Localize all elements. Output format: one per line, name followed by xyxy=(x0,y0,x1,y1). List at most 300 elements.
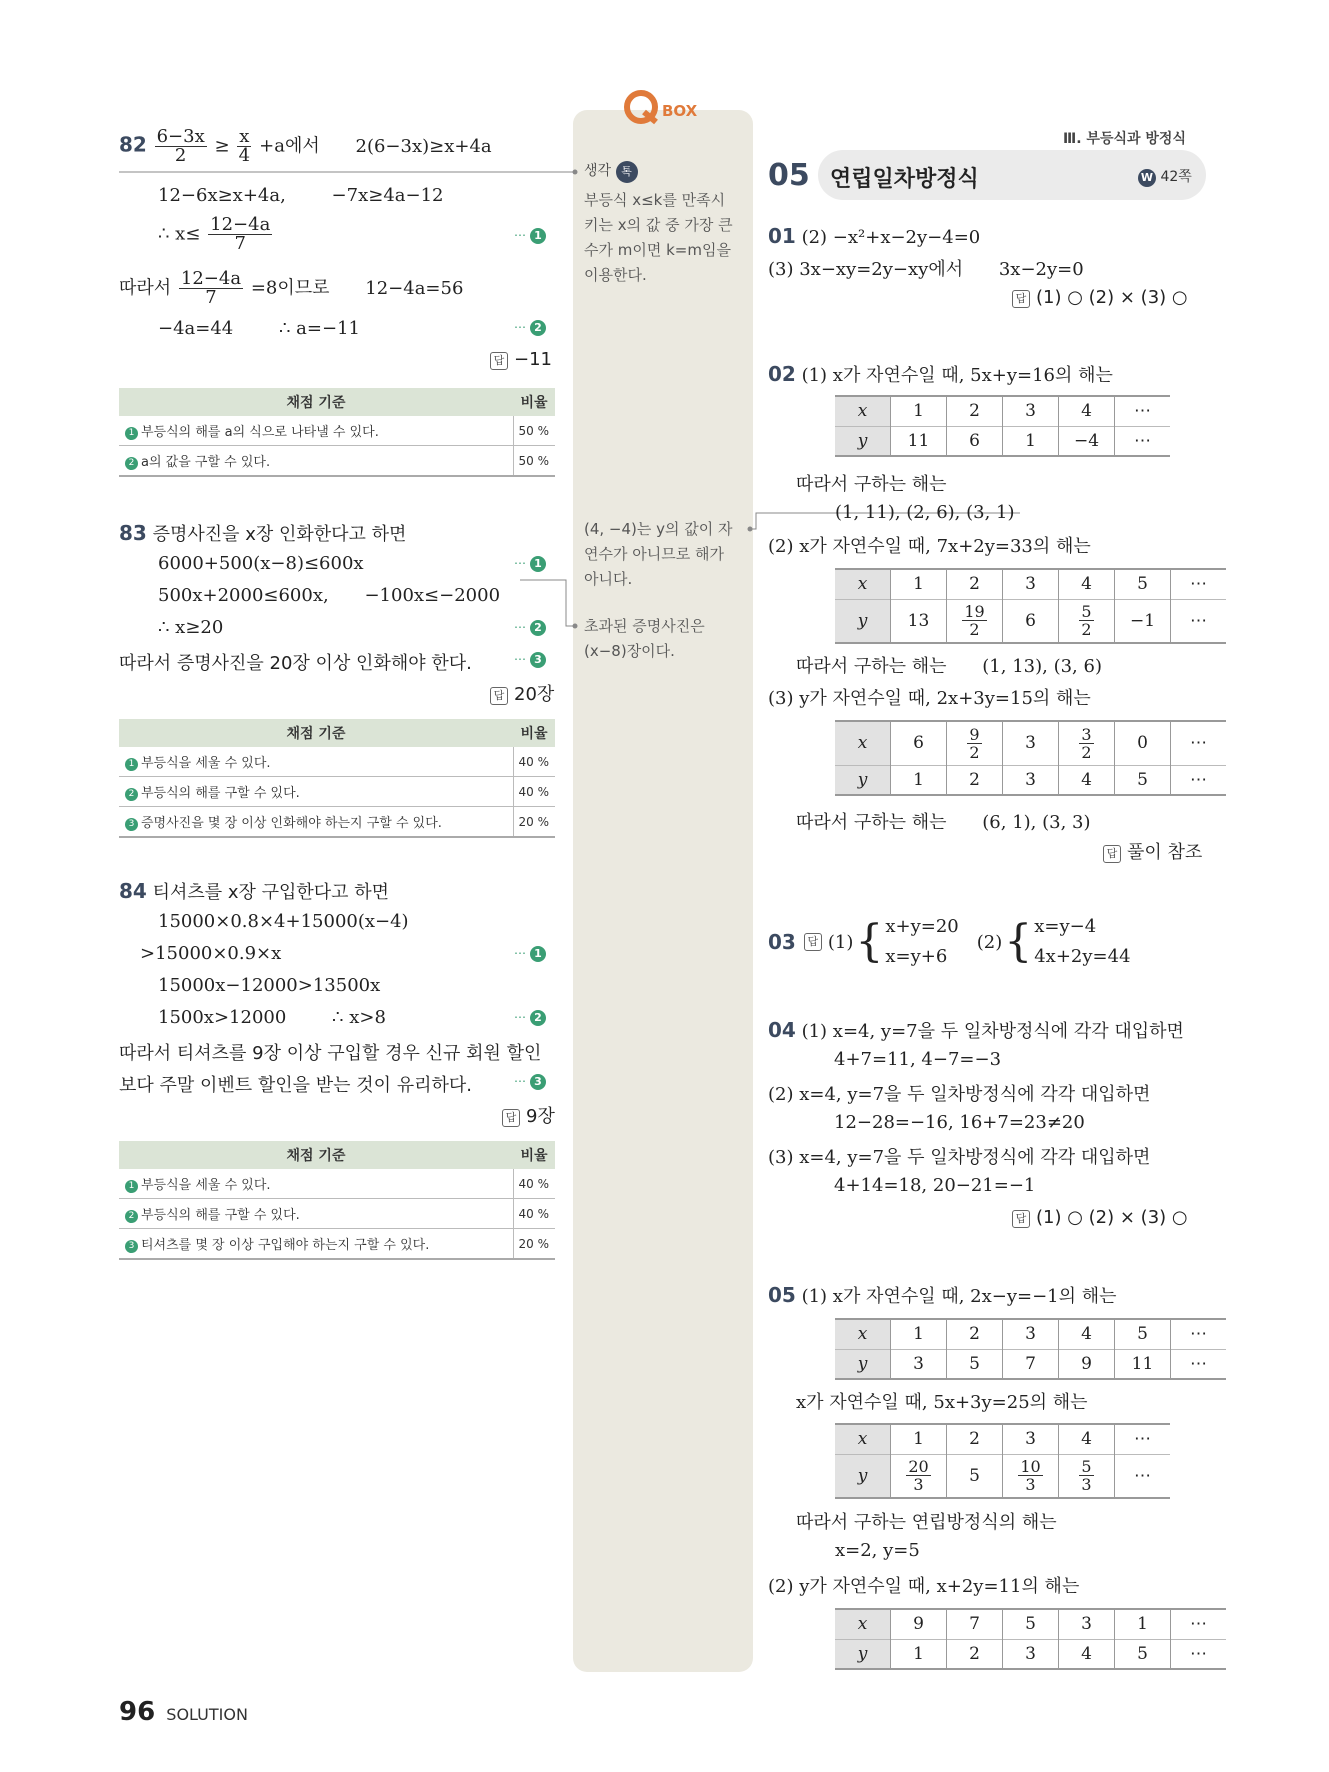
problem-text: 증명사진을 x장 인화한다고 하면 xyxy=(152,524,407,545)
rubric-rate: 40 % xyxy=(513,1199,555,1229)
math-text: 6000+500(x−8)≤600x xyxy=(158,553,364,574)
frac-num: 12−4a xyxy=(210,214,271,235)
fraction xyxy=(155,128,207,165)
q01-line1 xyxy=(768,224,980,248)
cell: ⋯ xyxy=(1115,1454,1171,1498)
answer-icon: 답 xyxy=(1012,1210,1030,1228)
cell: ⋯ xyxy=(1171,1639,1227,1669)
step-mark-2: ⋯ 2 xyxy=(514,620,546,636)
q02-sol2 xyxy=(796,652,1102,678)
cell: 5 xyxy=(1115,1639,1171,1669)
fraction xyxy=(237,128,251,165)
problem-82-line2 xyxy=(158,185,443,206)
cell: ⋯ xyxy=(1171,721,1227,765)
cell: 9 xyxy=(1059,1349,1115,1379)
cell: 3 xyxy=(1003,1639,1059,1669)
math-text: (1, 13), (3, 6) xyxy=(982,656,1102,677)
q04-line6: 4+14=18, 20−21=−1 xyxy=(834,1175,1036,1196)
qbox-label: BOX xyxy=(662,102,698,120)
note-line: 아니다. xyxy=(584,570,633,588)
math-text: ∴ x>8 xyxy=(332,1007,386,1028)
answer-q02 xyxy=(1103,838,1202,864)
cell: ⋯ xyxy=(1171,1349,1227,1379)
q04-line2: 4+7=11, 4−7=−3 xyxy=(834,1049,1002,1070)
math-text: =8이므로 xyxy=(250,277,330,299)
cell: ⋯ xyxy=(1171,569,1227,599)
cell: 2 xyxy=(947,1424,1003,1454)
problem-82-line3 xyxy=(158,216,274,253)
cell: 7 xyxy=(1003,1349,1059,1379)
rubric-rate: 40 % xyxy=(513,777,555,807)
problem-83-line3 xyxy=(158,617,223,638)
mark-number: 2 xyxy=(530,320,546,336)
tip-line: 키는 x의 값 중 가장 큰 xyxy=(584,216,733,234)
rubric-row xyxy=(119,807,555,838)
cell: −4 xyxy=(1059,426,1115,456)
math-text: 500x+2000≤600x, xyxy=(158,585,329,606)
q01-line2 xyxy=(768,255,1084,281)
rubric-header: 채점 기준 xyxy=(119,1141,513,1169)
cell: 1 xyxy=(1003,426,1059,456)
cell: 5 xyxy=(1115,765,1171,795)
cell: y xyxy=(835,1454,891,1498)
q05-part1 xyxy=(768,1282,1117,1308)
cell: 2 xyxy=(947,569,1003,599)
cell: ⋯ xyxy=(1115,1424,1171,1454)
frac-num: 3 xyxy=(1081,724,1092,744)
answer-icon: 답 xyxy=(490,687,508,705)
system-1 xyxy=(885,912,958,972)
math-text: >15000×0.9×x xyxy=(140,943,282,964)
fraction xyxy=(1018,1458,1042,1493)
math-text: 따라서 증명사진을 20장 이상 인화해야 한다. xyxy=(119,653,472,674)
math-text: ≥ xyxy=(214,135,230,157)
mark-number: 2 xyxy=(530,620,546,636)
rubric-83 xyxy=(119,719,555,838)
equation: x=y−4 xyxy=(1034,916,1097,937)
mark-number: 1 xyxy=(530,946,546,962)
cell: y xyxy=(835,765,891,795)
cell: 4 xyxy=(1059,1639,1115,1669)
q04-line4: 12−28=−16, 16+7=23≠20 xyxy=(834,1112,1085,1133)
cell: y xyxy=(835,599,891,643)
frac-den: 4 xyxy=(238,145,251,166)
question-number: 04 xyxy=(768,1018,796,1042)
math-text: 따라서 구하는 해는 xyxy=(796,812,947,833)
problem-text: 티셔츠를 x장 구입한다고 하면 xyxy=(152,882,390,903)
problem-83-line4 xyxy=(119,649,472,675)
rubric-84 xyxy=(119,1141,555,1260)
cell: 6 xyxy=(947,426,1003,456)
answer-82 xyxy=(490,349,552,370)
rubric-row xyxy=(119,1169,555,1199)
cell: 3 xyxy=(1003,765,1059,795)
question-number: 01 xyxy=(768,224,796,248)
cell: 11 xyxy=(1115,1349,1171,1379)
q05-table-3 xyxy=(835,1608,1226,1670)
step-mark-2: ⋯ 2 xyxy=(514,320,546,336)
cell: 6 xyxy=(891,721,947,765)
cell: y xyxy=(835,426,891,456)
answer-value: (1) ○ (2) × (3) ○ xyxy=(1036,1207,1188,1228)
rubric-rate: 40 % xyxy=(513,1169,555,1199)
problem-84-intro xyxy=(119,878,389,904)
page-ref-text: 42쪽 xyxy=(1160,169,1192,185)
equation: x=y+6 xyxy=(885,946,948,967)
fraction xyxy=(967,726,981,761)
cell: 1 xyxy=(891,765,947,795)
math-text: 3x−2y=0 xyxy=(998,259,1084,280)
fraction xyxy=(179,270,243,307)
cell: y xyxy=(835,1349,891,1379)
math-text: 따라서 티셔츠를 9장 이상 구입할 경우 신규 회원 할인 xyxy=(119,1043,542,1064)
math-text: 12−6x≥x+4a, xyxy=(158,185,286,206)
page-footer xyxy=(119,1697,248,1727)
cell: 5 xyxy=(1115,1319,1171,1349)
note-line: (x−8)장이다. xyxy=(584,642,675,660)
section-title: 연립일차방정식 xyxy=(830,167,979,192)
mark-number: 1 xyxy=(530,228,546,244)
q05-table-1 xyxy=(835,1318,1226,1380)
cell: 2 xyxy=(947,1319,1003,1349)
problem-84-line5 xyxy=(119,1039,541,1065)
cell: 3 xyxy=(1059,1609,1115,1639)
math-text: +a에서 xyxy=(259,135,320,157)
cell: 1 xyxy=(891,1639,947,1669)
part-label: (1) xyxy=(827,931,854,953)
frac-num: 6−3x xyxy=(156,126,205,147)
math-text: (1) x가 자연수일 때, 5x+y=16의 해는 xyxy=(801,365,1113,386)
rubric-text: a의 값을 구할 수 있다. xyxy=(141,455,271,470)
rubric-mark: 1 xyxy=(125,427,138,440)
problem-83-intro xyxy=(119,520,406,546)
problem-82-line5 xyxy=(158,318,360,339)
answer-value: 9장 xyxy=(526,1106,555,1127)
rubric-mark: 2 xyxy=(125,788,138,801)
note-line: 연수가 아니므로 해가 xyxy=(584,545,724,563)
cell: 3 xyxy=(1003,396,1059,426)
cell: 1 xyxy=(891,1319,947,1349)
answer-icon: 답 xyxy=(490,352,508,370)
step-mark-3: ⋯ 3 xyxy=(514,652,546,668)
math-text: ∴ a=−11 xyxy=(279,318,360,339)
cell: 0 xyxy=(1115,721,1171,765)
frac-den: 2 xyxy=(1081,620,1092,640)
q02-table-1 xyxy=(835,395,1170,457)
rubric-header: 채점 기준 xyxy=(119,388,513,416)
problem-82-line1 xyxy=(119,128,492,165)
math-text: 따라서 xyxy=(119,277,172,299)
rubric-row xyxy=(119,777,555,807)
answer-83 xyxy=(490,680,554,706)
problem-84-line1 xyxy=(158,911,409,932)
frac-den: 7 xyxy=(234,233,246,254)
frac-num: 19 xyxy=(964,602,985,622)
frac-num: 12−4a xyxy=(180,268,242,289)
tip-line: 부등식 x≤k를 만족시 xyxy=(584,191,726,209)
rubric-rate: 50 % xyxy=(513,446,555,477)
brace: { xyxy=(1004,916,1033,967)
mark-number: 1 xyxy=(530,556,546,572)
answer-icon: 답 xyxy=(1103,845,1121,863)
rubric-text: 부등식의 해를 구할 수 있다. xyxy=(141,786,300,801)
problem-83-line2 xyxy=(158,585,500,606)
rubric-rate: 20 % xyxy=(513,807,555,838)
q04-line5: (3) x=4, y=7을 두 일차방정식에 각각 대입하면 xyxy=(768,1147,1151,1168)
math-text: (1) x=4, y=7을 두 일차방정식에 각각 대입하면 xyxy=(801,1021,1184,1042)
problem-84-line4 xyxy=(158,1007,386,1028)
mark-number: 3 xyxy=(530,652,546,668)
equation: 4x+2y=44 xyxy=(1034,946,1131,967)
problem-83-line1 xyxy=(158,553,364,574)
problem-82-line4 xyxy=(119,270,463,307)
cell: ⋯ xyxy=(1115,396,1171,426)
math-text: 2(6−3x)≥x+4a xyxy=(355,135,492,157)
note-line: (4, −4)는 y의 값이 자 xyxy=(584,520,733,538)
frac-num: x xyxy=(239,126,250,147)
note-line: 초과된 증명사진은 xyxy=(584,617,705,635)
frac-den: 2 xyxy=(969,742,980,762)
cell: x xyxy=(835,721,891,765)
cell: x xyxy=(835,1319,891,1349)
cell: ⋯ xyxy=(1171,599,1227,643)
q05-part2: (2) y가 자연수일 때, x+2y=11의 해는 xyxy=(768,1576,1080,1597)
rubric-text: 부등식의 해를 구할 수 있다. xyxy=(141,1208,300,1223)
math-text: 1500x>12000 xyxy=(158,1007,287,1028)
rubric-header: 채점 기준 xyxy=(119,719,513,747)
math-text: −7x≥4a−12 xyxy=(331,185,444,206)
rubric-mark: 3 xyxy=(125,1240,138,1253)
q05-sol2: x=2, y=5 xyxy=(835,1540,920,1561)
chapter-label: Ⅲ. 부등식과 방정식 xyxy=(1063,131,1186,147)
cell: 3 xyxy=(891,1349,947,1379)
page-label: SOLUTION xyxy=(166,1705,248,1724)
q02-table-3 xyxy=(835,720,1226,796)
frac-den: 7 xyxy=(205,287,217,308)
cell: 1 xyxy=(891,569,947,599)
q02-sol1-a: 따라서 구하는 해는 xyxy=(796,474,947,495)
math-text: 보다 주말 이벤트 할인을 받는 것이 유리하다. xyxy=(119,1075,473,1096)
cell: 3 xyxy=(1003,569,1059,599)
cell: 1 xyxy=(891,396,947,426)
cell: 11 xyxy=(891,426,947,456)
q05-table-2 xyxy=(835,1423,1170,1499)
problem-number: 84 xyxy=(119,879,147,903)
cell: 5 xyxy=(1003,1609,1059,1639)
rubric-mark: 1 xyxy=(125,1180,138,1193)
cell: ⋯ xyxy=(1171,765,1227,795)
tip-title-text: 생각 xyxy=(584,163,612,179)
cell: y xyxy=(835,1639,891,1669)
q04-line3: (2) x=4, y=7을 두 일차방정식에 각각 대입하면 xyxy=(768,1084,1151,1105)
answer-icon: 답 xyxy=(804,933,822,951)
cell: ⋯ xyxy=(1115,426,1171,456)
cell: −1 xyxy=(1115,599,1171,643)
tip-badge: 톡 xyxy=(616,161,638,183)
q02-part2: (2) x가 자연수일 때, 7x+2y=33의 해는 xyxy=(768,536,1091,557)
frac-den: 2 xyxy=(1081,742,1092,762)
fraction xyxy=(208,216,272,253)
cell: 5 xyxy=(947,1349,1003,1379)
rubric-rate-header: 비율 xyxy=(513,1141,555,1169)
q02-part1 xyxy=(768,361,1113,387)
rubric-rate-header: 비율 xyxy=(513,719,555,747)
rubric-text: 증명사진을 몇 장 이상 인화해야 하는지 구할 수 있다. xyxy=(141,816,442,831)
rubric-row xyxy=(119,1229,555,1260)
cell: x xyxy=(835,1424,891,1454)
frac-den: 3 xyxy=(1025,1475,1036,1495)
question-number: 03 xyxy=(768,930,796,954)
cell: 4 xyxy=(1059,1424,1115,1454)
problem-84-line6 xyxy=(119,1071,472,1097)
rubric-text: 티셔츠를 몇 장 이상 구입해야 하는지 구할 수 있다. xyxy=(141,1238,430,1253)
cell: 4 xyxy=(1059,765,1115,795)
q05-sol1: 따라서 구하는 연립방정식의 해는 xyxy=(796,1512,1057,1533)
math-text: (6, 1), (3, 3) xyxy=(982,812,1091,833)
frac-den: 3 xyxy=(913,1475,924,1495)
tip-line: 이용한다. xyxy=(584,266,647,284)
cell: 2 xyxy=(947,396,1003,426)
math-text: 12−4a=56 xyxy=(365,277,464,299)
cell: 1 xyxy=(1115,1609,1171,1639)
frac-num: 10 xyxy=(1020,1457,1041,1477)
section-page-ref xyxy=(1138,166,1192,187)
fraction xyxy=(906,1458,930,1493)
answer-84 xyxy=(502,1102,555,1128)
rubric-row xyxy=(119,747,555,777)
step-mark-3: ⋯ 3 xyxy=(514,1074,546,1090)
cell: ⋯ xyxy=(1171,1319,1227,1349)
page-number: 96 xyxy=(119,1697,156,1727)
problem-84-line3 xyxy=(158,975,380,996)
w-icon: W xyxy=(1138,169,1156,187)
q02-table-2 xyxy=(835,568,1226,644)
math-text: 15000x−12000>13500x xyxy=(158,975,381,996)
math-text: ∴ x≤ xyxy=(158,223,201,245)
cell: 3 xyxy=(1003,1424,1059,1454)
answer-icon: 답 xyxy=(502,1109,520,1127)
tip-line: 수가 m이면 k=m임을 xyxy=(584,241,731,259)
q02-sol1-b: (1, 11), (2, 6), (3, 1) xyxy=(835,502,1015,523)
rubric-82 xyxy=(119,388,555,477)
equation: x+y=20 xyxy=(885,916,959,937)
cell: 13 xyxy=(891,599,947,643)
q04-line1 xyxy=(768,1017,1184,1043)
cell: 5 xyxy=(947,1454,1003,1498)
cell: 4 xyxy=(1059,569,1115,599)
system-2 xyxy=(1034,912,1130,972)
answer-q01 xyxy=(1012,287,1188,308)
math-text: ∴ x≥20 xyxy=(158,617,224,638)
frac-den: 2 xyxy=(174,145,187,166)
question-number: 05 xyxy=(768,1283,796,1307)
rubric-rate: 20 % xyxy=(513,1229,555,1260)
cell: x xyxy=(835,569,891,599)
rubric-row xyxy=(119,1199,555,1229)
step-mark-2: ⋯ 2 xyxy=(514,1010,546,1026)
cell: x xyxy=(835,396,891,426)
part-label: (2) xyxy=(976,931,1003,953)
mark-number: 3 xyxy=(530,1074,546,1090)
cell: 6 xyxy=(1003,599,1059,643)
cell: 3 xyxy=(1003,721,1059,765)
rubric-mark: 2 xyxy=(125,1210,138,1223)
rubric-mark: 1 xyxy=(125,758,138,771)
rubric-text: 부등식을 세울 수 있다. xyxy=(141,1178,271,1193)
q05-part1b: x가 자연수일 때, 5x+3y=25의 해는 xyxy=(796,1392,1088,1413)
rubric-text: 부등식의 해를 a의 식으로 나타낼 수 있다. xyxy=(141,425,379,440)
problem-number: 83 xyxy=(119,521,147,545)
q03 xyxy=(768,912,1131,972)
fraction xyxy=(1079,1458,1093,1493)
cell: 4 xyxy=(1059,1319,1115,1349)
cell: 2 xyxy=(947,1639,1003,1669)
math-text: (3) 3x−xy=2y−xy에서 xyxy=(768,259,964,280)
step-mark-1: ⋯ 1 xyxy=(514,946,546,962)
math-text: 따라서 구하는 해는 xyxy=(796,656,947,677)
problem-number: 82 xyxy=(119,132,147,157)
frac-num: 5 xyxy=(1081,1457,1092,1477)
frac-num: 20 xyxy=(908,1457,929,1477)
cell: ⋯ xyxy=(1171,1609,1227,1639)
cell: 2 xyxy=(947,765,1003,795)
problem-84-line2 xyxy=(140,943,281,964)
step-mark-1: ⋯ 1 xyxy=(514,556,546,572)
cell: 3 xyxy=(1003,1319,1059,1349)
rubric-rate: 40 % xyxy=(513,747,555,777)
cell: 7 xyxy=(947,1609,1003,1639)
frac-num: 9 xyxy=(969,724,980,744)
math-text: (2) −x²+x−2y−4=0 xyxy=(801,227,981,248)
answer-value: (1) ○ (2) × (3) ○ xyxy=(1036,287,1188,308)
rubric-mark: 2 xyxy=(125,457,138,470)
answer-value: 풀이 참조 xyxy=(1127,842,1203,863)
answer-icon: 답 xyxy=(1012,290,1030,308)
q02-sol3 xyxy=(796,808,1091,834)
frac-den: 2 xyxy=(969,620,980,640)
answer-value: −11 xyxy=(514,349,552,370)
brace: { xyxy=(855,916,884,967)
cell: 1 xyxy=(891,1424,947,1454)
mark-number: 2 xyxy=(530,1010,546,1026)
section-number: 05 xyxy=(768,158,810,193)
rubric-rate: 50 % xyxy=(513,416,555,446)
math-text: −4a=44 xyxy=(158,318,234,339)
answer-value: 20장 xyxy=(514,684,555,705)
answer-q04 xyxy=(1012,1207,1188,1228)
rubric-mark: 3 xyxy=(125,818,138,831)
math-text: (1) x가 자연수일 때, 2x−y=−1의 해는 xyxy=(801,1286,1117,1307)
frac-den: 3 xyxy=(1081,1475,1092,1495)
cell: 5 xyxy=(1115,569,1171,599)
fraction xyxy=(1079,726,1093,761)
math-text: −100x≤−2000 xyxy=(364,585,501,606)
q02-part3: (3) y가 자연수일 때, 2x+3y=15의 해는 xyxy=(768,688,1091,709)
rubric-text: 부등식을 세울 수 있다. xyxy=(141,756,271,771)
cell: x xyxy=(835,1609,891,1639)
frac-num: 5 xyxy=(1081,602,1092,622)
step-mark-1: ⋯ 1 xyxy=(514,228,546,244)
fraction xyxy=(962,603,986,638)
math-text: 15000×0.8×4+15000(x−4) xyxy=(158,911,409,932)
rubric-row xyxy=(119,416,555,446)
cell: 9 xyxy=(891,1609,947,1639)
rubric-row xyxy=(119,446,555,477)
question-number: 02 xyxy=(768,362,796,386)
rubric-rate-header: 비율 xyxy=(513,388,555,416)
fraction xyxy=(1079,603,1093,638)
cell: 4 xyxy=(1059,396,1115,426)
